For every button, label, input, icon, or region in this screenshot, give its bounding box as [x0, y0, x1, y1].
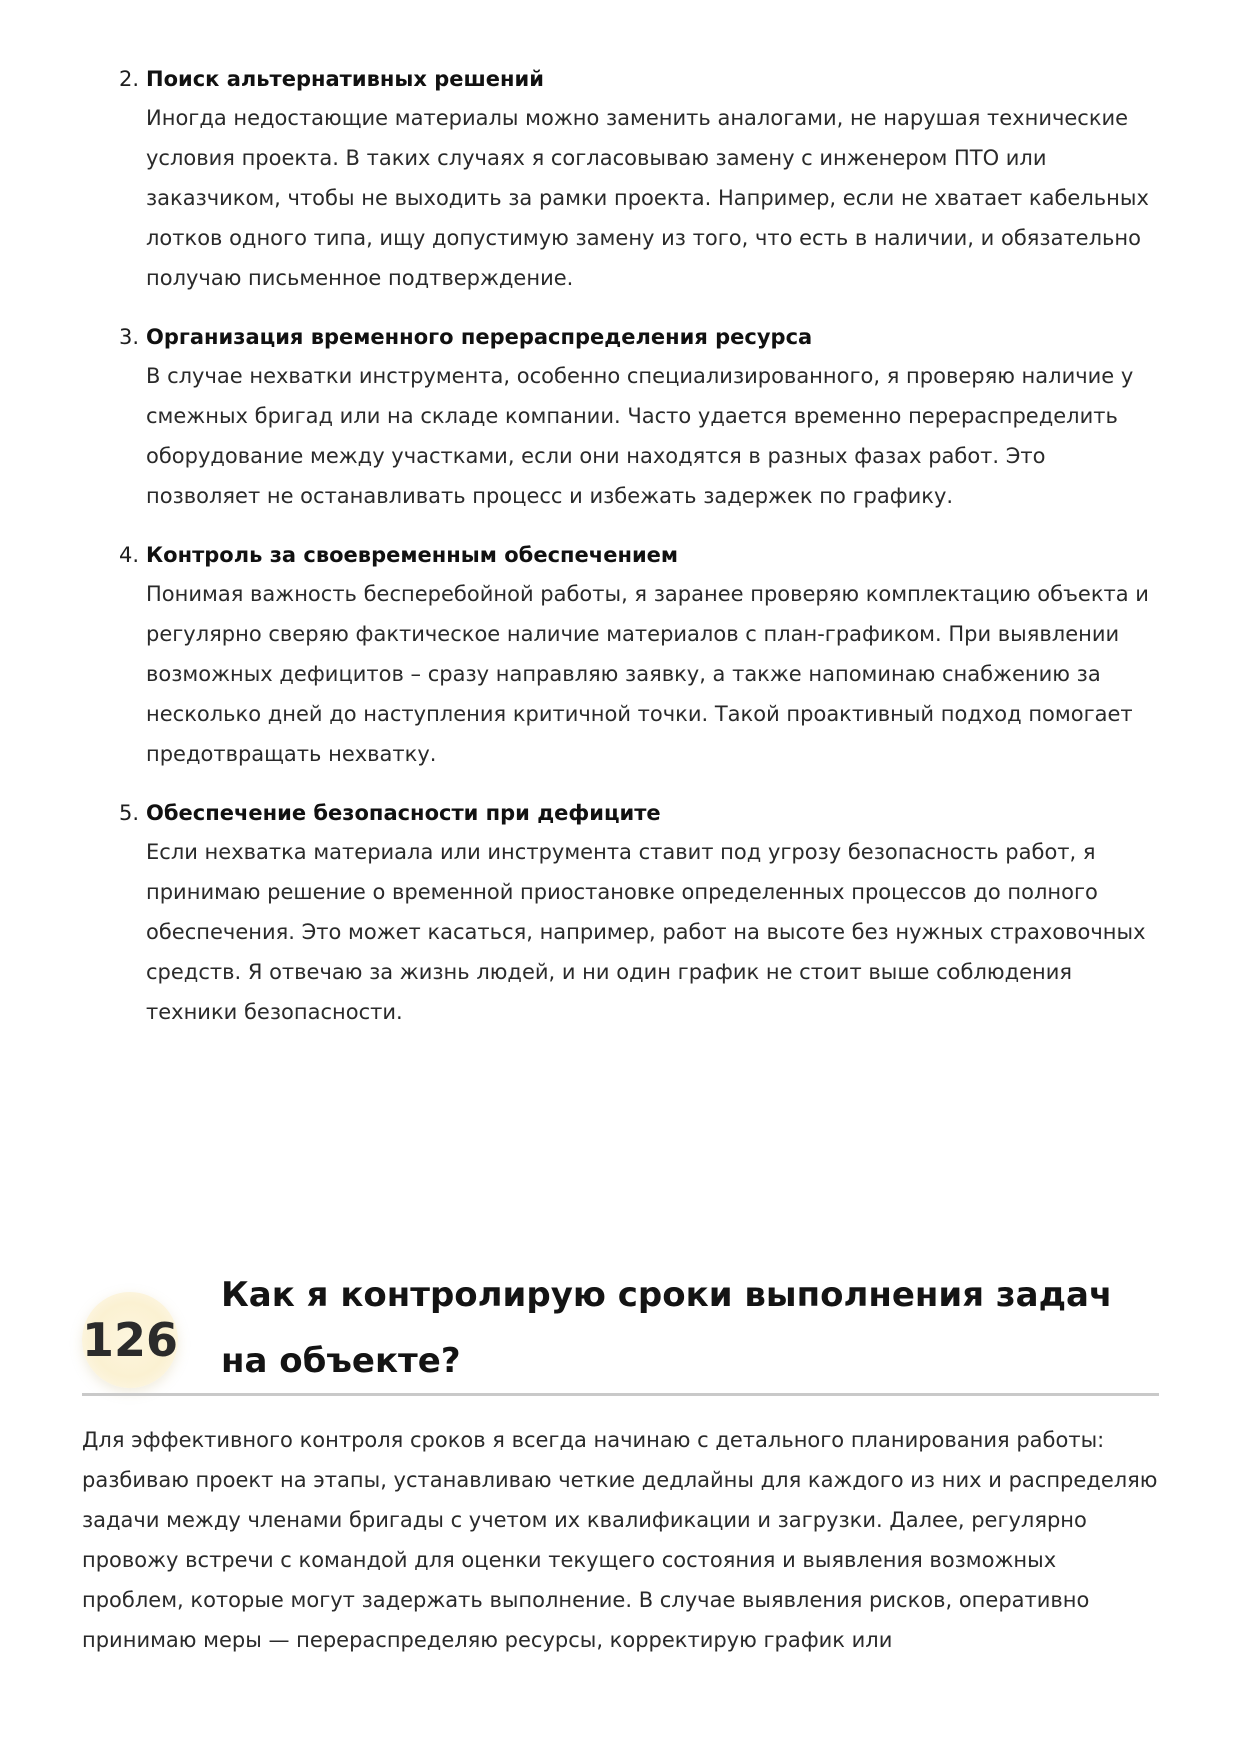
list-item-title: Контроль за своевременным обеспечением	[146, 543, 679, 567]
list-item-title: Организация временного перераспределения ресурса	[146, 325, 813, 349]
answer-paragraph: Для эффективного контроля сроков я всегда начинаю с детального планирования работы: разбиваю проект на этапы, устанавливаю четкие дедлайны для каждого из них и распределяю задачи между членами бригады с учетом их квалификации и загрузки. Далее, регулярно провожу встречи с командой для оценки текущего состояния и выявления возможных проблем, которые могут задержать выполнение. В случае выявления рисков, оперативно принимаю меры — перераспределяю ресурсы, корректирую график или	[82, 1428, 1158, 1652]
list-item	[110, 538, 1160, 774]
section-divider	[82, 1393, 1159, 1396]
question-number: 126	[82, 1313, 179, 1367]
list-item-number: 3.	[119, 325, 140, 349]
list-item-number: 2.	[119, 67, 140, 91]
list-item-body: Понимая важность бесперебойной работы, я заранее проверяю комплектацию объекта и регулярно сверяю фактическое наличие материалов с план-графиком. При выявлении возможных дефицитов – сразу направляю заявку, а также напоминаю снабжению за несколько дней до наступления критичной точки. Такой проактивный подход помогает предотвращать нехватку.	[146, 582, 1149, 766]
list-item-number: 4.	[119, 543, 140, 567]
list-item-title: Поиск альтернативных решений	[146, 67, 544, 91]
list-item	[110, 796, 1160, 1032]
list-item-body: Иногда недостающие материалы можно заменить аналогами, не нарушая технические условия проекта. В таких случаях я согласовываю замену с инженером ПТО или заказчиком, чтобы не выходить за рамки проекта. Например, если не хватает кабельных лотков одного типа, ищу допустимую замену из того, что есть в наличии, и обязательно получаю письменное подтверждение.	[146, 106, 1149, 290]
list-item-body: Если нехватка материала или инструмента ставит под угрозу безопасность работ, я принимаю решение о временной приостановке определенных процессов до полного обеспечения. Это может касаться, например, работ на высоте без нужных страховочных средств. Я отвечаю за жизнь людей, и ни один график не стоит выше соблюдения техники безопасности.	[146, 840, 1146, 1024]
question-number-badge	[82, 1292, 178, 1388]
list-item	[110, 62, 1160, 298]
list-item-title: Обеспечение безопасности при дефиците	[146, 801, 661, 825]
list-item-number: 5.	[119, 801, 140, 825]
list-item-body: В случае нехватки инструмента, особенно специализированного, я проверяю наличие у смежных бригад или на складе компании. Часто удается временно перераспределить оборудование между участками, если они находятся в разных фазах работ. Это позволяет не останавливать процесс и избежать задержек по графику.	[146, 364, 1134, 508]
list-item	[110, 320, 1160, 516]
numbered-list	[110, 62, 1160, 1054]
question-title: Как я контролирую сроки выполнения задач на объекте?	[221, 1275, 1113, 1381]
